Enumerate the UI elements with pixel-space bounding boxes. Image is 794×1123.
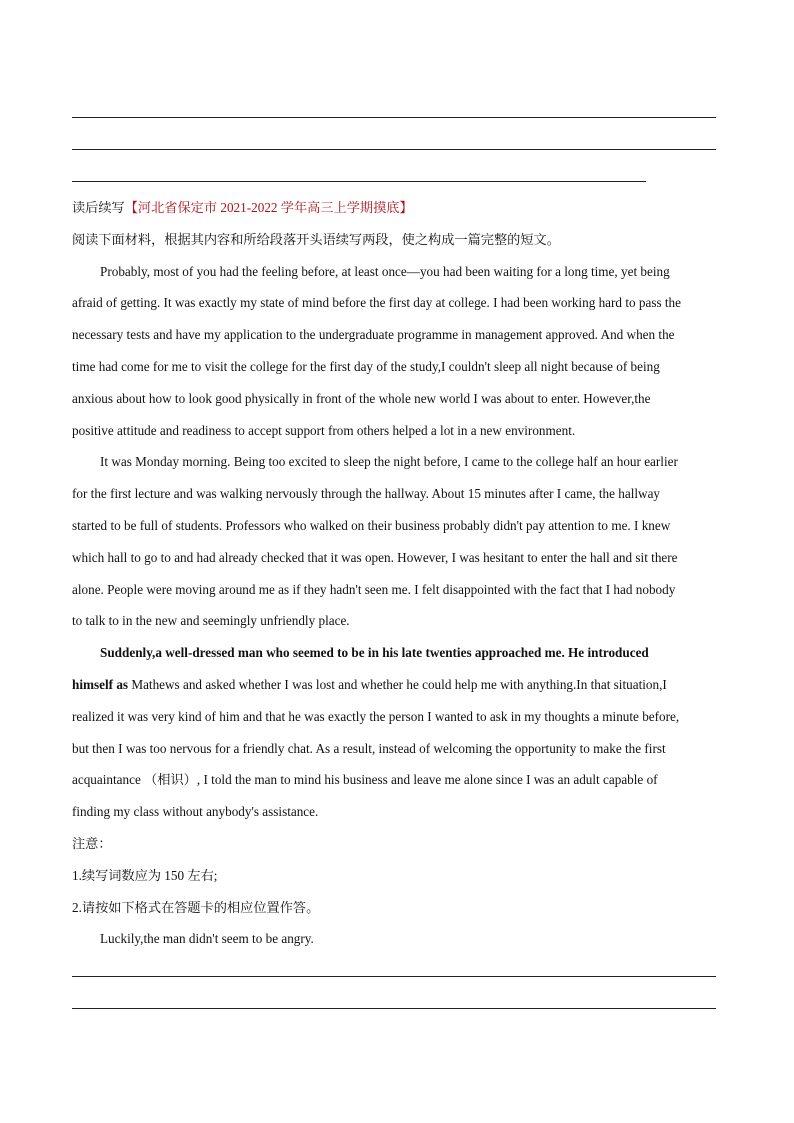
bold-fragment: himself as: [72, 676, 129, 692]
section-title: [72, 192, 720, 224]
paragraph-line: for the first lecture and was walking nervously through the hallway. About 15 minutes after I came, the hallway: [72, 486, 661, 502]
paragraph-3: [72, 637, 720, 828]
paragraph-line: realized it was very kind of him and that he was exactly the person I wanted to ask in my thoughts a minute before,: [72, 708, 680, 724]
paragraph-line: positive attitude and readiness to accept support from others helped a lot in a new environment.: [72, 422, 576, 438]
note-item-1: 1.续写词数应为 150 左右;: [72, 867, 218, 883]
paragraph-line: which hall to go to and had already checked that it was open. However, I was hesitant to enter the hall and sit there: [72, 549, 678, 565]
line-fragment: Mathews and asked whether I was lost and whether he could help me with anything.In that situation,I: [128, 676, 667, 692]
paragraph-line: to talk to in the new and seemingly unfriendly place.: [72, 613, 350, 629]
document-body: [72, 192, 720, 955]
paragraph-line: started to be full of students. Professors who walked on their business probably didn't pay attention to me. I knew: [72, 517, 671, 533]
answer-line-bottom-1: [72, 976, 716, 977]
paragraph-line: afraid of getting. It was exactly my state of mind before the first day at college. I had been working hard to pass the: [72, 295, 681, 311]
paragraph-line: alone. People were moving around me as if they hadn't seen me. I felt disappointed with the fact that I had nobody: [72, 581, 676, 597]
paragraph-line: It was Monday morning. Being too excited to sleep the night before, I came to the college half an hour earlier: [100, 454, 678, 470]
answer-line-top-2: [72, 149, 716, 150]
paragraph-line: [72, 669, 720, 701]
paragraph-line: acquaintance （相识）, I told the man to mind his business and leave me alone since I was an adult capable of: [72, 772, 658, 788]
paragraph-line: finding my class without anybody's assistance.: [72, 804, 319, 820]
paragraph-1: [72, 256, 720, 447]
paragraph-line: necessary tests and have my application to the undergraduate programme in management approved. And when the: [72, 327, 675, 343]
note-item-2: 2.请按如下格式在答题卡的相应位置作答。: [72, 899, 320, 915]
paragraph-line: anxious about how to look good physically in front of the whole new world I was about to enter. However,the: [72, 390, 651, 406]
notes-heading: 注意：: [72, 835, 112, 851]
answer-line-top-1: [72, 117, 716, 118]
paragraph-line: but then I was too nervous for a friendly chat. As a result, instead of welcoming the opportunity to make the first: [72, 740, 666, 756]
answer-line-bottom-2: [72, 1008, 716, 1009]
section-label: 读后续写: [72, 200, 125, 215]
answer-line-top-3: [72, 181, 646, 182]
paragraph-line: Probably, most of you had the feeling before, at least once—you had been waiting for a long time, yet being: [100, 263, 670, 279]
continuation-start: Luckily,the man didn't seem to be angry.: [100, 931, 314, 947]
instruction-text: 阅读下面材料，根据其内容和所给段落开头语续写两段，使之构成一篇完整的短文。: [72, 231, 560, 247]
paragraph-line: time had come for me to visit the college for the first day of the study,I couldn't sleep all night because of being: [72, 358, 660, 374]
paragraph-line-bold: Suddenly,a well-dressed man who seemed to be in his late twenties approached me. He introduced: [100, 645, 649, 661]
source-heading: 【河北省保定市 2021-2022 学年高三上学期摸底】: [124, 200, 413, 215]
paragraph-2: [72, 446, 720, 637]
